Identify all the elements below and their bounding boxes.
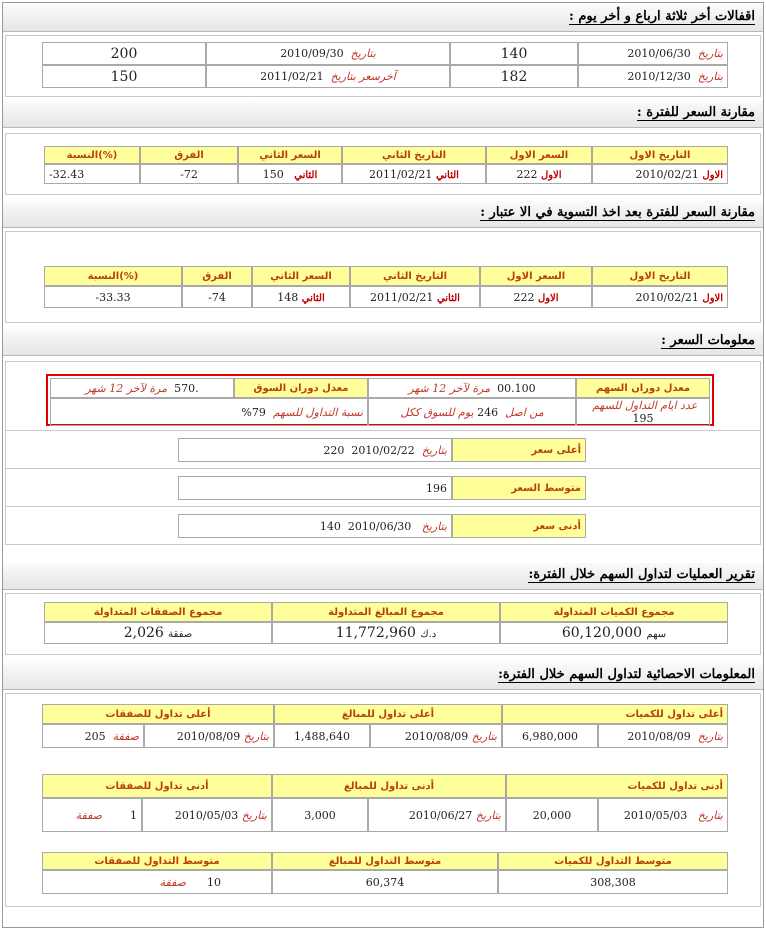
column-header: (%)النسبة: [44, 146, 140, 164]
value-cell: 20,000: [506, 798, 598, 832]
column-header: السعر الثاني: [238, 146, 342, 164]
avg-qty-cell: 308,308: [498, 870, 728, 894]
price-comparison-table: [44, 146, 728, 184]
table-row: [44, 164, 728, 184]
stock-turnover-value: 00.100 مرة لآخر 12 شهر: [368, 378, 576, 398]
section-header-price-comparison: [3, 101, 763, 128]
column-header: متوسط التداول للمبالغ: [272, 852, 498, 870]
value-cell: 3,000: [272, 798, 368, 832]
total-amount-cell: د.ك 11,772,960: [272, 622, 500, 644]
min-trading-table: [42, 774, 728, 832]
section-title: معلومات السعر :: [661, 333, 755, 348]
avg-amount-cell: 60,374: [272, 870, 498, 894]
column-header: مجموع الكميات المتداولة: [500, 602, 728, 622]
table-row: [50, 398, 710, 426]
table-row: [42, 65, 728, 88]
price2-cell: الثاني 148: [252, 286, 350, 308]
table-row: [178, 476, 586, 500]
closing-date-cell: بتاريخ 2010/12/30: [578, 65, 728, 88]
total-qty-cell: سهم 60,120,000: [500, 622, 728, 644]
price1-cell: الاول 222: [486, 164, 592, 184]
value-cell: 1,488,640: [274, 724, 370, 748]
value-cell: 1 صفقة: [42, 798, 142, 832]
section-title: تقرير العمليات لتداول السهم خلال الفترة:: [528, 567, 755, 582]
total-deals-cell: صفقة 2,026: [44, 622, 272, 644]
table-header-row: [44, 602, 728, 622]
closing-date-cell: آخرسعر بتاريخ 2011/02/21: [206, 65, 450, 88]
column-header: أدنى تداول للكميات: [506, 774, 728, 798]
date1-cell: الاول 2010/02/21: [592, 164, 728, 184]
section-header-statistics: [3, 663, 763, 690]
closing-value-cell: 140: [450, 42, 578, 65]
operations-table: [44, 602, 728, 644]
high-price-table: [178, 438, 586, 462]
table-header-row: [44, 266, 728, 286]
high-price-label: أعلى سعر: [452, 438, 586, 462]
date2-cell: الثاني 2011/02/21: [342, 164, 486, 184]
avg-price-table: [178, 476, 586, 500]
stock-turnover-label: معدل دوران السهم: [576, 378, 710, 398]
table-row: [42, 798, 728, 832]
turnover-highlight-box: [46, 374, 714, 426]
table-row: [178, 514, 586, 538]
column-header: التاريخ الاول: [592, 146, 728, 164]
column-header: أعلى تداول للكميات: [502, 704, 728, 724]
column-header: السعر الثاني: [252, 266, 350, 286]
date2-cell: الثاني 2011/02/21: [350, 286, 480, 308]
column-header: متوسط التداول للصفقات: [42, 852, 272, 870]
divider: [6, 430, 760, 431]
market-turnover-label: معدل دوران السوق: [234, 378, 368, 398]
adjusted-comparison-table: [44, 266, 728, 308]
trading-days-cell: عدد ايام التداول للسهم 195: [576, 398, 710, 426]
closing-value-cell: 200: [42, 42, 206, 65]
column-header: (%)النسبة: [44, 266, 182, 286]
diff-cell: -74: [182, 286, 252, 308]
price2-cell: الثاني 150: [238, 164, 342, 184]
market-turnover-value: .570 مرة لآخر 12 شهر: [50, 378, 234, 398]
price-info-box: [5, 361, 761, 545]
market-days-cell: من اصل 246 يوم للسوق ككل: [368, 398, 576, 426]
statistics-box: [5, 693, 761, 907]
column-header: أدنى تداول للمبالغ: [272, 774, 506, 798]
last-closings-table: [42, 42, 728, 88]
operations-report-box: [5, 593, 761, 655]
table-header-row: [42, 774, 728, 798]
closing-date-cell: بتاريخ 2010/09/30: [206, 42, 450, 65]
section-header-last-closings: [3, 5, 763, 32]
date-cell: بتاريخ 2010/05/03: [598, 798, 728, 832]
column-header: متوسط التداول للكميات: [498, 852, 728, 870]
table-header-row: [42, 704, 728, 724]
date1-cell: الاول 2010/02/21: [592, 286, 728, 308]
divider: [6, 468, 760, 469]
table-header-row: [44, 146, 728, 164]
table-row: [42, 42, 728, 65]
table-row: [44, 286, 728, 308]
pct-cell: -33.33: [44, 286, 182, 308]
date-cell: بتاريخ 2010/05/03: [142, 798, 272, 832]
section-title: اقفالات أخر ثلاثة ارباع و أخر يوم :: [569, 9, 755, 24]
column-header: السعر الاول: [480, 266, 592, 286]
low-price-table: [178, 514, 586, 538]
section-header-price-info: [3, 329, 763, 356]
column-header: أدنى تداول للصفقات: [42, 774, 272, 798]
date-cell: بتاريخ 2010/06/27: [368, 798, 506, 832]
section-header-adjusted-comparison: [3, 201, 763, 228]
divider: [6, 506, 760, 507]
section-title: المعلومات الاحصائية لتداول السهم خلال الفترة:: [498, 667, 755, 682]
section-title: مقارنة السعر للفترة بعد اخذ التسوية في الا عتبار :: [480, 205, 755, 220]
column-header: التاريخ الثاني: [350, 266, 480, 286]
column-header: أعلى تداول للمبالغ: [274, 704, 502, 724]
date-cell: بتاريخ 2010/08/09: [144, 724, 274, 748]
column-header: أعلى تداول للصفقات: [42, 704, 274, 724]
date-cell: بتاريخ 2010/08/09: [370, 724, 502, 748]
column-header: الفرق: [182, 266, 252, 286]
table-row: [42, 724, 728, 748]
max-trading-table: [42, 704, 728, 748]
closing-value-cell: 150: [42, 65, 206, 88]
column-header: مجموع الصفقات المتداولة: [44, 602, 272, 622]
table-row: [44, 622, 728, 644]
table-row: [178, 438, 586, 462]
avg-price-value: 196: [178, 476, 452, 500]
high-price-value: بتاريخ 2010/02/22 220: [178, 438, 452, 462]
table-row: [50, 378, 710, 398]
section-title: مقارنة السعر للفترة :: [636, 105, 755, 120]
price1-cell: الاول 222: [480, 286, 592, 308]
table-row: [42, 870, 728, 894]
avg-trading-table: [42, 852, 728, 894]
pct-cell: -32.43: [44, 164, 140, 184]
adjusted-comparison-box: [5, 231, 761, 323]
closing-value-cell: 182: [450, 65, 578, 88]
closing-date-cell: بتاريخ 2010/06/30: [578, 42, 728, 65]
price-comparison-box: [5, 133, 761, 195]
turnover-table: [50, 378, 710, 426]
low-price-label: أدنى سعر: [452, 514, 586, 538]
avg-deals-cell: 10 صفقة: [42, 870, 272, 894]
column-header: الفرق: [140, 146, 238, 164]
diff-cell: -72: [140, 164, 238, 184]
column-header: التاريخ الاول: [592, 266, 728, 286]
column-header: السعر الاول: [486, 146, 592, 164]
avg-price-label: متوسط السعر: [452, 476, 586, 500]
report-container: [2, 2, 764, 928]
column-header: مجموع المبالغ المتداولة: [272, 602, 500, 622]
trading-ratio-cell: نسبة التداول للسهم 79%: [50, 398, 368, 426]
low-price-value: بتاريخ 2010/06/30 140: [178, 514, 452, 538]
section-header-operations-report: [3, 563, 763, 590]
table-header-row: [42, 852, 728, 870]
value-cell: 6,980,000: [502, 724, 598, 748]
column-header: التاريخ الثاني: [342, 146, 486, 164]
value-cell: صفقة 205: [42, 724, 144, 748]
last-closings-box: [5, 35, 761, 97]
date-cell: بتاريخ 2010/08/09: [598, 724, 728, 748]
